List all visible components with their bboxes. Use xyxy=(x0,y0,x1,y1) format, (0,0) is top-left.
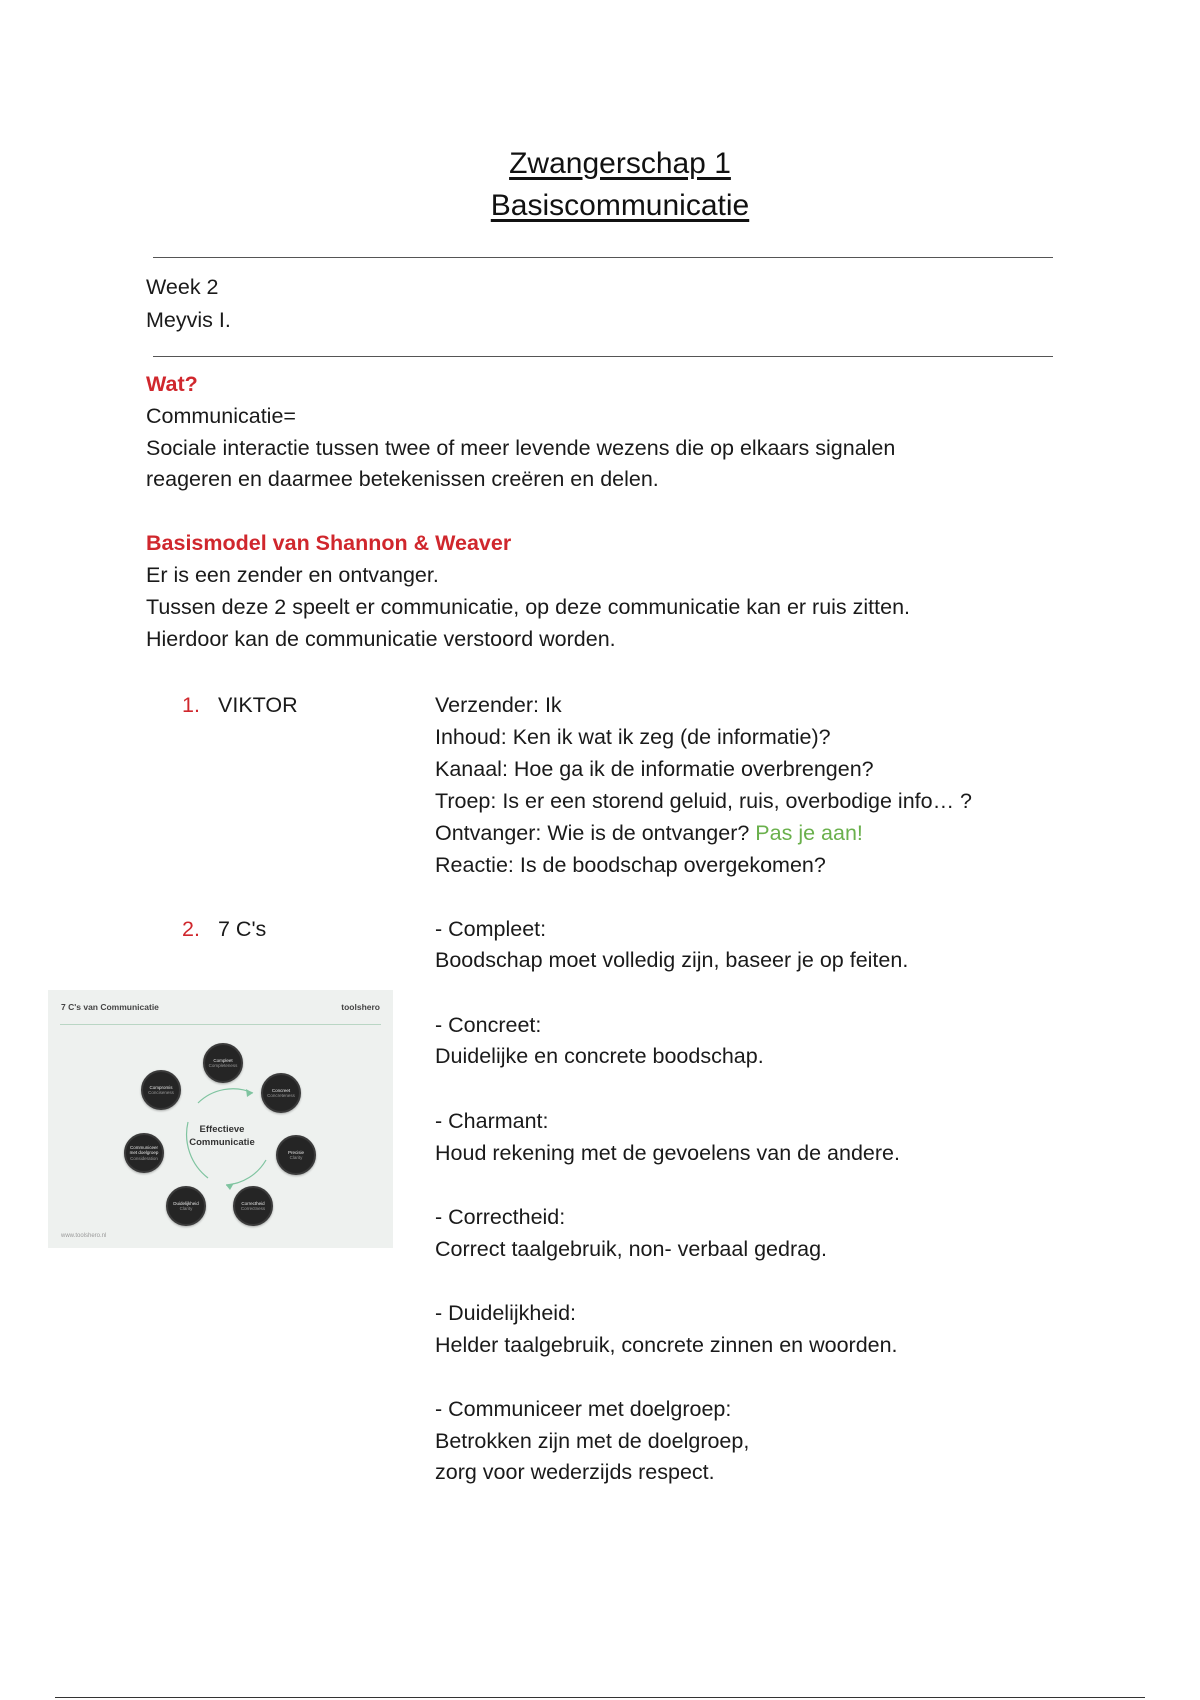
c-circle-sub: Conciseness xyxy=(148,1090,174,1095)
c-item-text: Boodschap moet volledig zijn, baseer je op feiten. xyxy=(435,948,909,972)
divider-top xyxy=(153,257,1053,258)
divider-middle xyxy=(153,356,1053,357)
c-circle-label: Duidelijkheid xyxy=(173,1200,199,1206)
viktor-item: Troep: Is er een storend geluid, ruis, overbodige info… ? xyxy=(435,789,973,813)
c-circle-sub: Clarity xyxy=(179,1206,193,1211)
c-circle-label: Communiceer met doelgroep xyxy=(129,1144,159,1156)
highlight-text: Pas je aan! xyxy=(755,821,863,845)
infographic-brand: toolshero xyxy=(341,1002,380,1012)
model-text: Hierdoor kan de communicatie verstoord worden. xyxy=(146,627,616,651)
c-circle-sub: Completeness xyxy=(208,1063,238,1068)
center-text-line: Effectieve xyxy=(199,1124,245,1135)
list-number: 1. xyxy=(182,693,200,717)
viktor-item: Reactie: Is de boodschap overgekomen? xyxy=(435,853,826,877)
viktor-item: Inhoud: Ken ik wat ik zeg (de informatie)? xyxy=(435,725,831,749)
c-item-title: - Correctheid: xyxy=(435,1205,566,1229)
definition-line: Sociale interactie tussen twee of meer levende wezens die op elkaars signalen xyxy=(146,436,896,460)
infographic-center xyxy=(178,1123,266,1149)
infographic-title: 7 C's van Communicatie xyxy=(61,1002,159,1012)
page-bottom-rule xyxy=(55,1697,1145,1698)
c-circle xyxy=(124,1133,164,1173)
c-circle-label: Concreet xyxy=(271,1087,291,1093)
seven-cs-infographic xyxy=(48,990,393,1248)
c-circle-sub: Concreteness xyxy=(267,1093,295,1098)
cycle-arrows-icon xyxy=(48,990,393,1248)
infographic-footer: www.toolshero.nl xyxy=(61,1233,107,1239)
c-item-text: zorg voor wederzijds respect. xyxy=(435,1460,715,1484)
week-label: Week 2 xyxy=(146,275,219,299)
document-subtitle: Basiscommunicatie xyxy=(490,189,750,222)
c-circle xyxy=(166,1186,206,1226)
list-label-viktor: VIKTOR xyxy=(218,693,298,717)
c-item-text: Betrokken zijn met de doelgroep, xyxy=(435,1429,750,1453)
c-item-title: - Communiceer met doelgroep: xyxy=(435,1397,732,1421)
c-circle xyxy=(233,1186,273,1226)
c-item-title: - Concreet: xyxy=(435,1013,542,1037)
model-text: Tussen deze 2 speelt er communicatie, op deze communicatie kan er ruis zitten. xyxy=(146,595,911,619)
c-circle xyxy=(203,1043,243,1083)
viktor-item-text: Ontvanger: Wie is de ontvanger? xyxy=(435,821,750,845)
list-number: 2. xyxy=(182,917,200,941)
c-circle-label: Compleet xyxy=(213,1057,233,1063)
c-circle-sub: Clarity xyxy=(289,1155,303,1160)
definition-line: reageren en daarmee betekenissen creëren en delen. xyxy=(146,467,659,491)
c-circle xyxy=(141,1070,181,1110)
definition-term: Communicatie= xyxy=(146,404,296,428)
c-circle-label: Precisie xyxy=(287,1149,304,1155)
c-circle xyxy=(261,1073,301,1113)
c-item-title: - Compleet: xyxy=(435,917,547,941)
viktor-item: Kanaal: Hoe ga ik de informatie overbrengen? xyxy=(435,757,874,781)
center-text-line: Communicatie xyxy=(189,1137,255,1148)
c-item-text: Houd rekening met de gevoelens van de andere. xyxy=(435,1141,900,1165)
c-circle-label: Compromis xyxy=(149,1084,173,1090)
c-circle-sub: Consideration xyxy=(130,1155,158,1161)
c-item-title: - Duidelijkheid: xyxy=(435,1301,577,1325)
c-item-title: - Charmant: xyxy=(435,1109,549,1133)
model-text: Er is een zender en ontvanger. xyxy=(146,563,439,587)
c-item-text: Duidelijke en concrete boodschap. xyxy=(435,1044,764,1068)
c-circle xyxy=(276,1135,316,1175)
c-item-text: Correct taalgebruik, non- verbaal gedrag. xyxy=(435,1237,827,1261)
list-label-7cs: 7 C's xyxy=(218,917,267,941)
author-label: Meyvis I. xyxy=(146,308,231,332)
section-heading-model: Basismodel van Shannon & Weaver xyxy=(146,531,512,555)
c-circle-sub: Correctness xyxy=(240,1206,266,1211)
viktor-item xyxy=(435,817,863,849)
viktor-item: Verzender: Ik xyxy=(435,693,562,717)
c-circle-label: Correctheid xyxy=(241,1200,265,1206)
document-title: Zwangerschap 1 xyxy=(509,147,731,180)
section-heading-wat: Wat? xyxy=(146,372,198,396)
c-item-text: Helder taalgebruik, concrete zinnen en woorden. xyxy=(435,1333,898,1357)
